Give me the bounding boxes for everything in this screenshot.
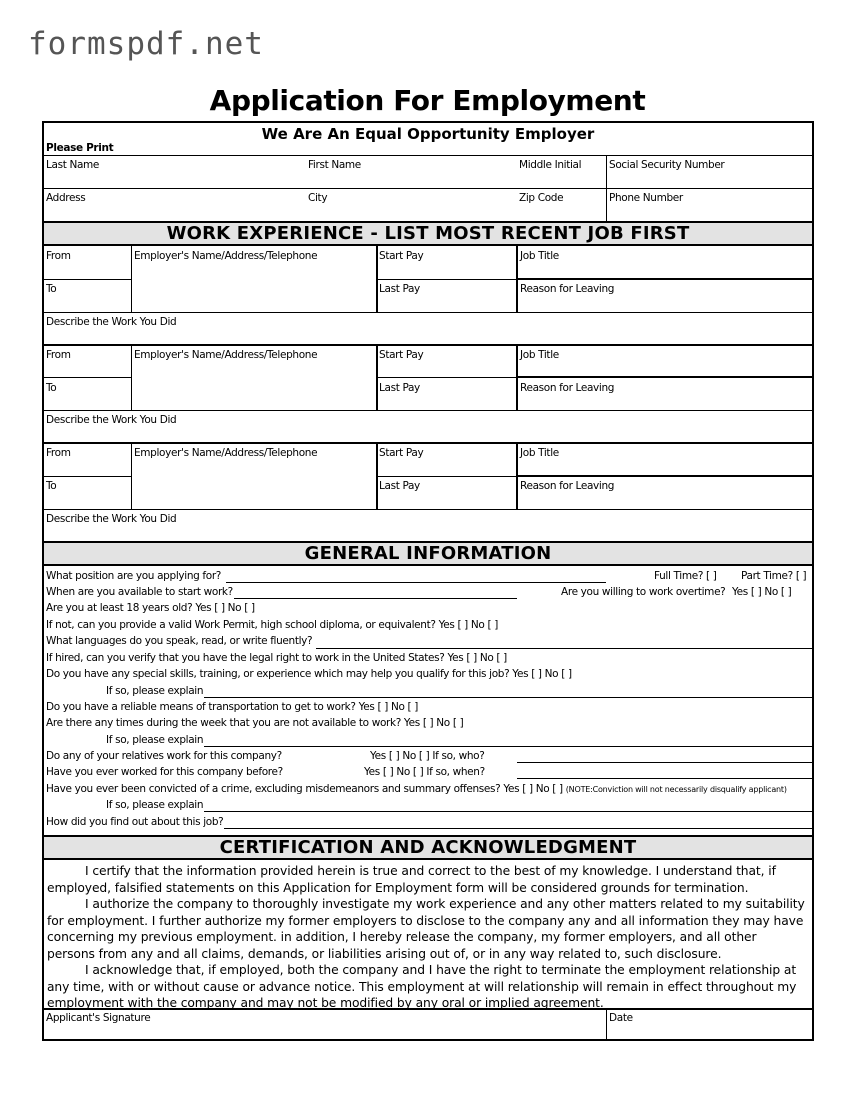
reason-field[interactable]: Reason for Leaving	[520, 480, 615, 492]
overtime-question: Are you willing to work overtime?	[561, 586, 726, 598]
reason-field[interactable]: Reason for Leaving	[520, 382, 615, 394]
signature-field[interactable]: Applicant's Signature	[46, 1012, 151, 1024]
crime-note: (NOTE:Conviction will not necessarily disqualify applicant)	[565, 785, 787, 794]
first-name-field[interactable]: First Name	[308, 159, 361, 171]
job-title-field[interactable]: Job Title	[520, 349, 559, 361]
from-field[interactable]: From	[46, 447, 71, 459]
certification-paragraph: I authorize the company to thoroughly investigate my work experience and any other matters related to my suitability for employment. I further authorize my former employers to disclose to the company any and all information they may have concerning my previous employment. in addition, I hereby release the company, my former employers, and all other persons from any and all claims, demands, or liabilities arising out of, or in any way related to, such disclosure.	[47, 897, 805, 961]
work-experience-header: WORK EXPERIENCE - LIST MOST RECENT JOB FIRST	[44, 221, 812, 246]
from-field[interactable]: From	[46, 250, 71, 262]
times-explain-input[interactable]	[204, 746, 812, 747]
start-input[interactable]	[234, 598, 517, 599]
certification-paragraph: I acknowledge that, if employed, both the company and I have the right to terminate the employment relationship at any time, with or without cause or advance notice. This employment at will relationship will remain in effect throughout my employment with the company and may not be modified by any oral or implied agreement.	[47, 963, 797, 1010]
address-field[interactable]: Address	[46, 192, 86, 204]
crime-explain-label: If so, please explain	[106, 799, 204, 811]
to-field[interactable]: To	[46, 480, 57, 492]
last-pay-field[interactable]: Last Pay	[379, 480, 420, 492]
last-name-field[interactable]: Last Name	[46, 159, 100, 171]
relatives-question: Do any of your relatives work for this company?	[46, 750, 282, 762]
reason-field[interactable]: Reason for Leaving	[520, 283, 615, 295]
to-field[interactable]: To	[46, 283, 57, 295]
position-question: What position are you applying for?	[46, 570, 222, 582]
date-field[interactable]: Date	[609, 1012, 633, 1024]
last-pay-field[interactable]: Last Pay	[379, 283, 420, 295]
relatives-checkboxes[interactable]: Yes [ ] No [ ] If so, who?	[370, 750, 485, 762]
describe-work-field[interactable]: Describe the Work You Did	[46, 316, 177, 328]
start-pay-field[interactable]: Start Pay	[379, 250, 424, 262]
languages-question: What languages do you speak, read, or write fluently?	[46, 635, 313, 647]
transport-question[interactable]: Do you have a reliable means of transportation to get to work? Yes [ ] No [ ]	[46, 701, 418, 713]
find-job-question: How did you find out about this job?	[46, 816, 224, 828]
please-print-label: Please Print	[46, 142, 114, 154]
job-title-field[interactable]: Job Title	[520, 447, 559, 459]
worked-before-checkboxes[interactable]: Yes [ ] No [ ] If so, when?	[364, 766, 485, 778]
eeo-statement: We Are An Equal Opportunity Employer	[261, 125, 595, 143]
position-input[interactable]	[226, 582, 606, 583]
zip-field[interactable]: Zip Code	[519, 192, 564, 204]
start-pay-field[interactable]: Start Pay	[379, 447, 424, 459]
describe-work-field[interactable]: Describe the Work You Did	[46, 414, 177, 426]
crime-question-text: Have you ever been convicted of a crime, excluding misdemeanors and summary offenses? Yes [ ] No [ ]	[46, 783, 563, 795]
overtime-checkboxes[interactable]: Yes [ ] No [ ]	[732, 586, 792, 598]
times-explain-label: If so, please explain	[106, 734, 204, 746]
languages-input[interactable]	[316, 648, 812, 649]
crime-question[interactable]	[46, 783, 787, 796]
job-title-field[interactable]: Job Title	[520, 250, 559, 262]
to-field[interactable]: To	[46, 382, 57, 394]
ssn-field[interactable]: Social Security Number	[609, 159, 725, 171]
page-title: Application For Employment	[209, 84, 646, 117]
employer-field[interactable]: Employer's Name/Address/Telephone	[134, 349, 318, 361]
crime-explain-input[interactable]	[204, 811, 812, 812]
start-question: When are you available to start work?	[46, 586, 233, 598]
certification-text	[47, 863, 807, 1012]
age-question[interactable]: Are you at least 18 years old? Yes [ ] No [ ]	[46, 602, 255, 614]
certification-paragraph: I certify that the information provided herein is true and correct to the best of my knowledge. I understand that, if employed, falsified statements on this Application for Employment form will be considered grounds for termination.	[47, 864, 776, 895]
application-form	[42, 121, 814, 1041]
skills-explain-label: If so, please explain	[106, 685, 204, 697]
watermark: formspdf.net	[28, 26, 264, 62]
certification-header: CERTIFICATION AND ACKNOWLEDGMENT	[44, 835, 812, 860]
general-info-header: GENERAL INFORMATION	[44, 541, 812, 566]
city-field[interactable]: City	[308, 192, 328, 204]
permit-question[interactable]: If not, can you provide a valid Work Permit, high school diploma, or equivalent? Yes [ ] No [ ]	[46, 619, 498, 631]
describe-work-field[interactable]: Describe the Work You Did	[46, 513, 177, 525]
find-job-input[interactable]	[224, 828, 812, 829]
times-question[interactable]: Are there any times during the week that you are not available to work? Yes [ ] No [ ]	[46, 717, 464, 729]
worked-before-input[interactable]	[517, 778, 812, 779]
middle-initial-field[interactable]: Middle Initial	[519, 159, 582, 171]
legal-question[interactable]: If hired, can you verify that you have the legal right to work in the United States? Yes [ ] No [ ]	[46, 652, 507, 664]
skills-question[interactable]: Do you have any special skills, training, or experience which may help you qualify for this job? Yes [ ] No [ ]	[46, 668, 572, 680]
phone-field[interactable]: Phone Number	[609, 192, 683, 204]
skills-explain-input[interactable]	[204, 697, 812, 698]
last-pay-field[interactable]: Last Pay	[379, 382, 420, 394]
worked-before-question: Have you ever worked for this company before?	[46, 766, 283, 778]
relatives-input[interactable]	[517, 762, 812, 763]
employer-field[interactable]: Employer's Name/Address/Telephone	[134, 250, 318, 262]
employer-field[interactable]: Employer's Name/Address/Telephone	[134, 447, 318, 459]
from-field[interactable]: From	[46, 349, 71, 361]
start-pay-field[interactable]: Start Pay	[379, 349, 424, 361]
full-time-checkbox[interactable]: Full Time? [ ]	[654, 570, 717, 582]
part-time-checkbox[interactable]: Part Time? [ ]	[741, 570, 807, 582]
